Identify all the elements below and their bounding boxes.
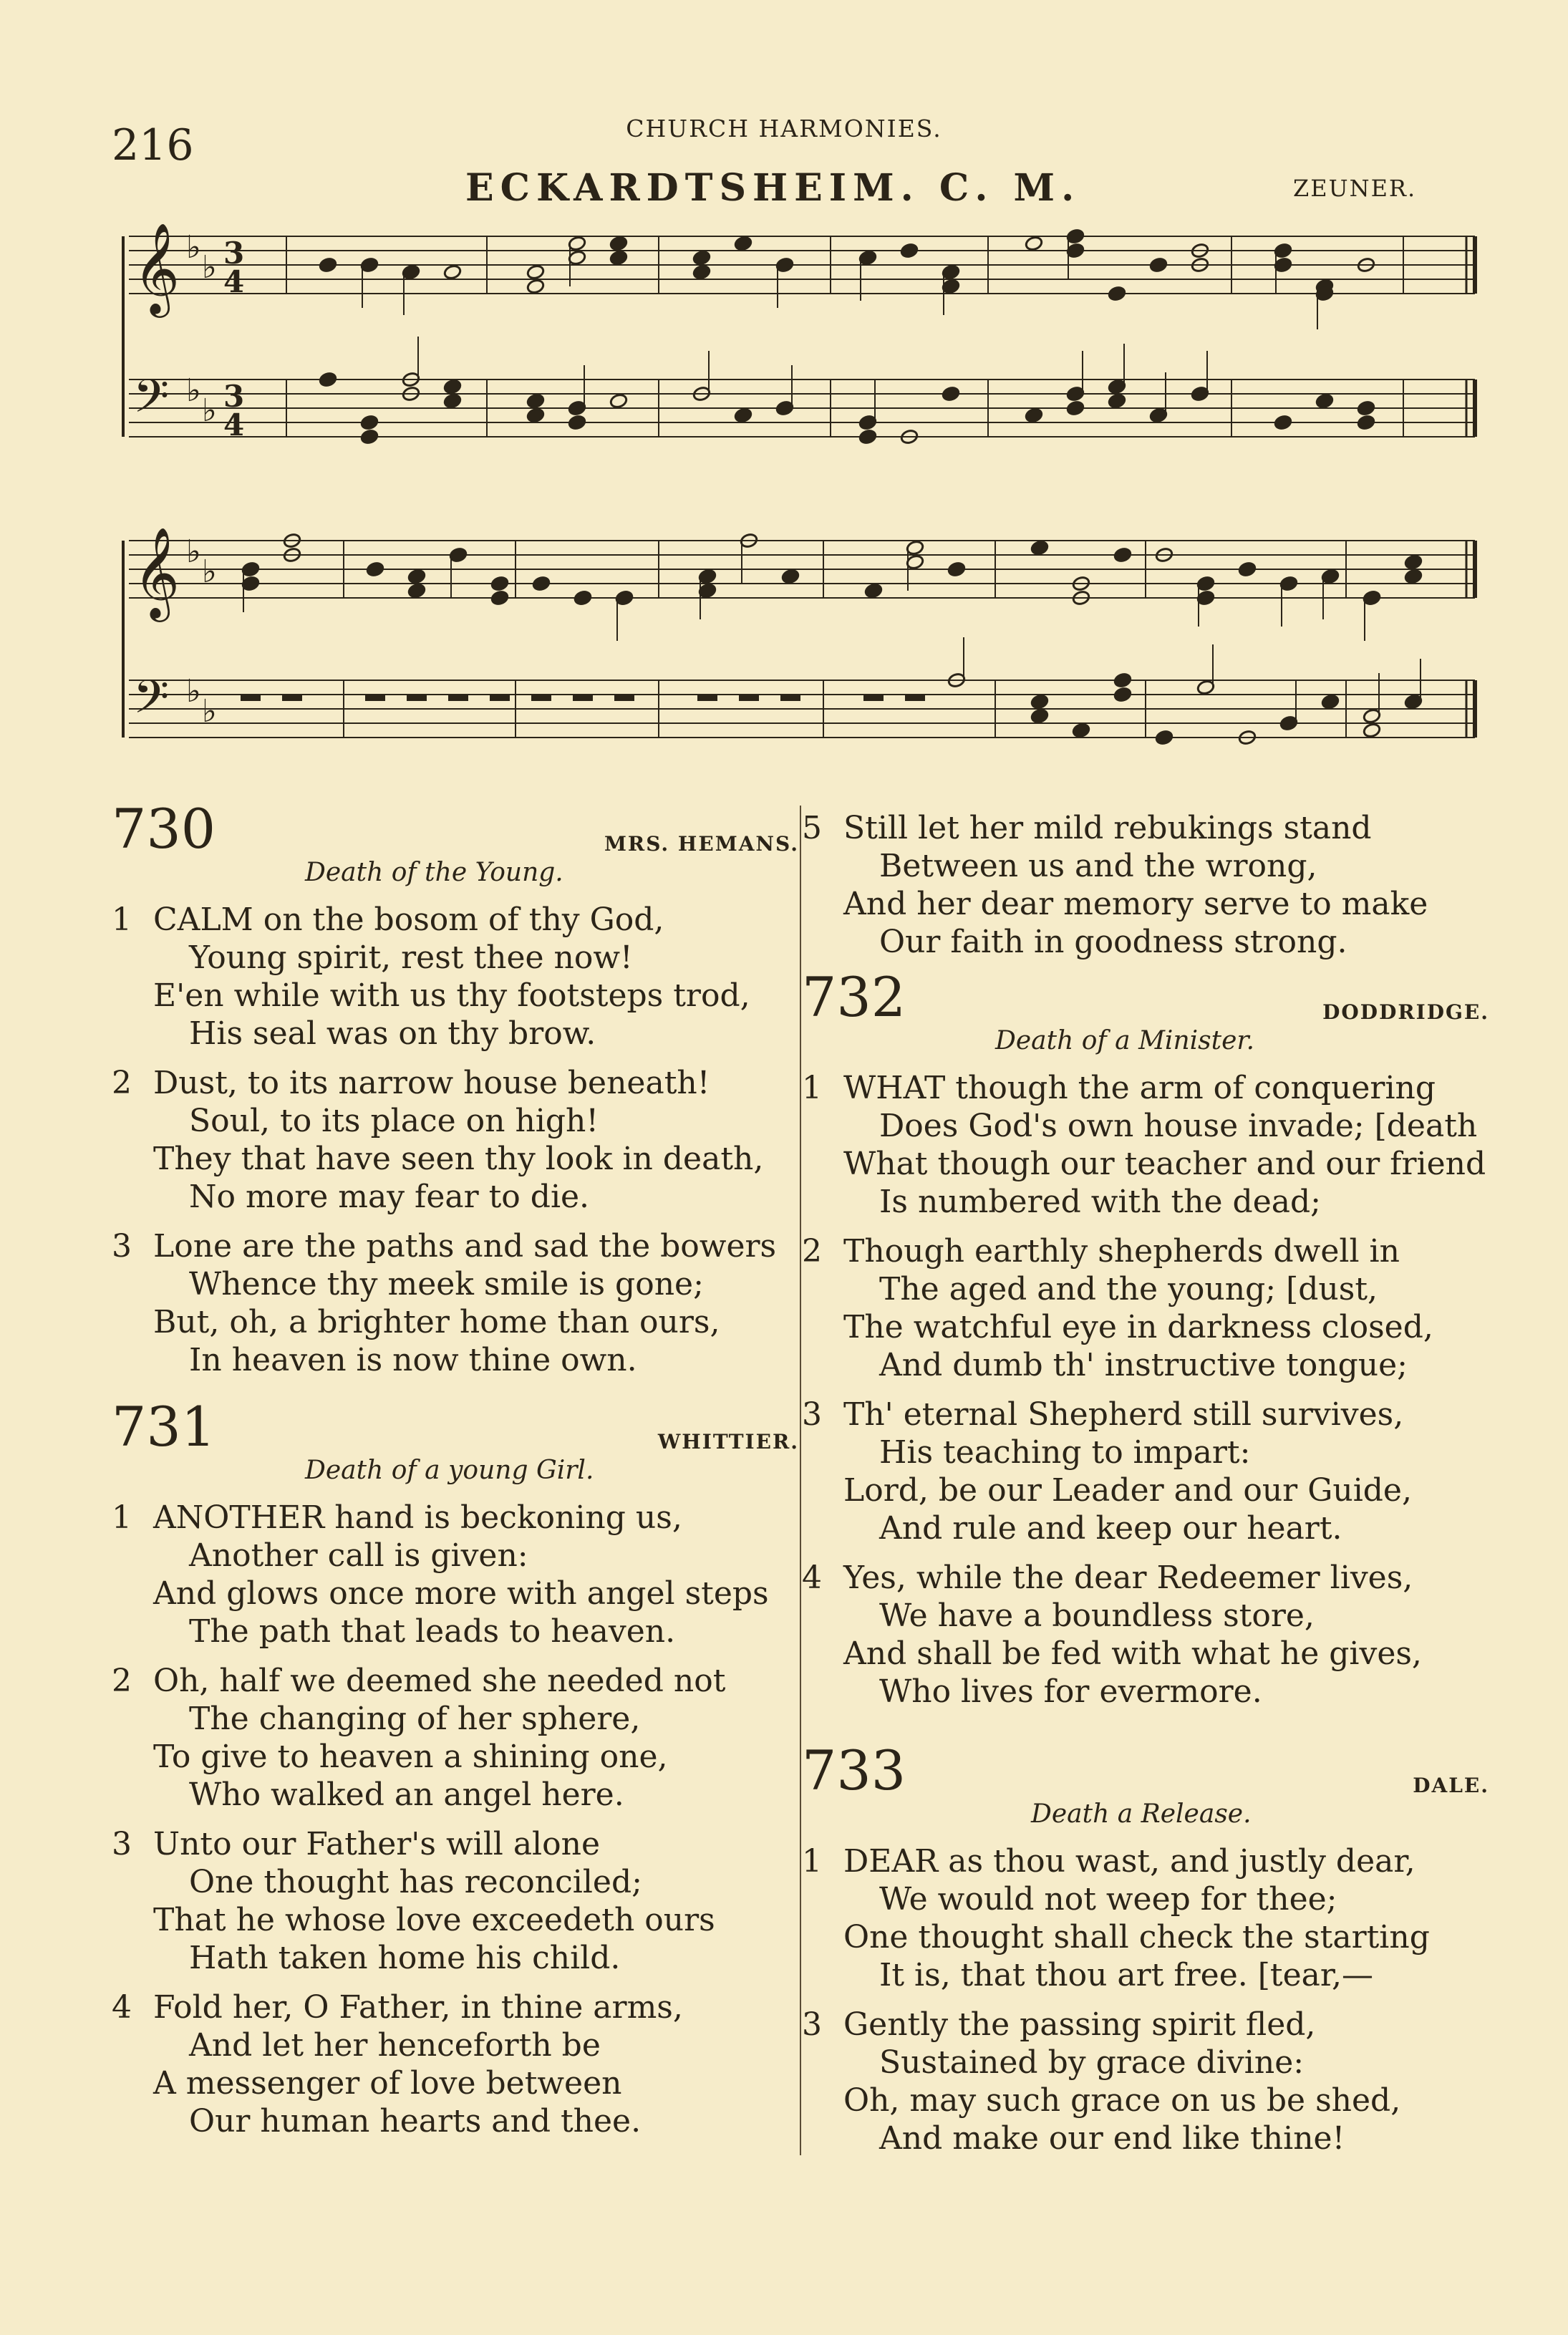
stanza-number: 1 — [112, 901, 132, 938]
verse-text: CALM on the bosom of thy God, — [153, 901, 664, 938]
verse-line: One thought shall check the starting — [843, 1919, 1430, 1955]
hymn-subject: Death of the Young. — [305, 858, 563, 887]
hymn — [802, 1739, 1489, 2157]
verse-line: A messenger of love between — [153, 2065, 622, 2102]
verse-line: The watchful eye in darkness closed, — [843, 1309, 1433, 1345]
verse-text: Th' eternal Shepherd still survives, — [843, 1396, 1404, 1433]
hymn-subject: Death of a young Girl. — [305, 1456, 594, 1485]
verse-text: WHAT though the arm of conquering — [843, 1070, 1436, 1106]
verse-line: Soul, to its place on high! — [189, 1103, 599, 1139]
verse-line: The changing of her sphere, — [189, 1701, 641, 1737]
svg-text:4: 4 — [223, 407, 245, 443]
verse-line: That he whose love exceedeth ours — [153, 1902, 715, 1938]
page-number: 216 — [112, 120, 194, 170]
stanza — [112, 901, 799, 1053]
verse-line: It is, that thou art free. [tear,— — [879, 1957, 1374, 1993]
verse-line: Our human hearts and thee. — [189, 2103, 642, 2140]
verse-text: Gently the passing spirit fled, — [843, 2006, 1316, 2043]
verse-line: And her dear memory serve to make — [843, 886, 1428, 922]
hymn-author: DODDRIDGE. — [1322, 1000, 1489, 1024]
verse-line — [802, 2006, 1489, 2044]
verse-text: Unto our Father's will alone — [153, 1826, 600, 1862]
stanza — [112, 1662, 799, 1814]
verse-text: DEAR as thou wast, and justly dear, — [843, 1843, 1415, 1880]
hymn — [802, 965, 1489, 1711]
stanza — [802, 1069, 1489, 1221]
stanza-number: 2 — [112, 1663, 132, 1699]
hymn-number: 730 — [112, 797, 216, 861]
verse-line: Another call is given: — [189, 1537, 528, 1574]
tune-title: ECKARDTSHEIM. C. M. — [465, 166, 1081, 210]
verse-line: And rule and keep our heart. — [879, 1510, 1342, 1547]
stanza-number: 2 — [802, 1233, 822, 1270]
verse-text: Fold her, O Father, in thine arms, — [153, 1989, 683, 2026]
stanza — [112, 1227, 799, 1379]
svg-text:𝄞: 𝄞 — [133, 526, 180, 618]
verse-line: To give to heaven a shining one, — [153, 1739, 668, 1775]
verse-line — [112, 1825, 799, 1863]
verse-line: Oh, may such grace on us be shed, — [843, 2082, 1401, 2119]
verse-line: Our faith in goodness strong. — [879, 924, 1347, 960]
verse-line: Young spirit, rest thee now! — [189, 939, 633, 976]
stanza-number: 5 — [802, 810, 822, 846]
svg-text:4: 4 — [223, 264, 245, 299]
verse-line: The path that leads to heaven. — [189, 1613, 676, 1650]
verse-line — [112, 1064, 799, 1102]
verse-line: And make our end like thine! — [879, 2120, 1345, 2157]
verse-text: Oh, half we deemed she needed not — [153, 1663, 726, 1699]
stanza-number: 1 — [112, 1499, 132, 1536]
svg-text:♭: ♭ — [186, 673, 201, 710]
verse-line: And shall be fed with what he gives, — [843, 1635, 1422, 1672]
verse-line: But, oh, a brighter home than ours, — [153, 1304, 720, 1340]
stanza — [802, 1842, 1489, 1994]
verse-line: What though our teacher and our friend — [843, 1146, 1486, 1182]
svg-text:♭: ♭ — [202, 693, 217, 730]
stanza — [802, 1232, 1489, 1384]
svg-text:♭: ♭ — [186, 229, 201, 266]
verse-line — [112, 1988, 799, 2026]
hymn-number: 732 — [802, 965, 906, 1029]
verse-line: Is numbered with the dead; — [879, 1184, 1321, 1220]
verse-line — [802, 1396, 1489, 1434]
verse-line — [802, 1232, 1489, 1270]
composer-name: ZEUNER. — [1293, 175, 1417, 202]
hymn — [112, 1395, 799, 2140]
hymn-subject: Death of a Minister. — [995, 1026, 1255, 1055]
verse-line — [802, 1842, 1489, 1880]
verse-line — [802, 809, 1489, 847]
verse-line — [112, 1499, 799, 1537]
verse-line: And let her henceforth be — [189, 2027, 601, 2064]
verse-line: And glows once more with angel steps — [153, 1575, 769, 1612]
verse-line: We have a boundless store, — [879, 1597, 1315, 1634]
verse-text: Yes, while the dear Redeemer lives, — [843, 1560, 1413, 1596]
verse-line — [112, 901, 799, 939]
verse-line: His teaching to impart: — [879, 1434, 1251, 1471]
stanza-number: 4 — [802, 1560, 822, 1596]
verse-text: Lone are the paths and sad the bowers — [153, 1228, 777, 1265]
svg-text:3: 3 — [223, 236, 245, 271]
hymn-author: WHITTIER. — [657, 1430, 799, 1454]
stanza-number: 2 — [112, 1065, 132, 1101]
svg-text:♭: ♭ — [186, 533, 201, 570]
verse-line — [802, 1559, 1489, 1597]
stanza — [802, 1396, 1489, 1547]
verse-text: Though earthly shepherds dwell in — [843, 1233, 1400, 1270]
stanza-number: 1 — [802, 1070, 822, 1106]
stanza — [112, 1988, 799, 2140]
verse-line — [802, 1069, 1489, 1107]
svg-text:♭: ♭ — [202, 392, 217, 429]
svg-text:♭: ♭ — [186, 372, 201, 409]
stanza — [802, 809, 1489, 961]
verse-line — [112, 1662, 799, 1700]
stanza-number: 1 — [802, 1843, 822, 1880]
stanza-number: 3 — [112, 1228, 132, 1265]
verse-line: Between us and the wrong, — [879, 848, 1317, 884]
verse-line: Does God's own house invade; [death — [879, 1108, 1478, 1144]
verse-line: No more may fear to die. — [189, 1179, 590, 1215]
svg-text:♭: ♭ — [202, 553, 217, 590]
stanza — [802, 1559, 1489, 1711]
hymn-number: 733 — [802, 1739, 906, 1802]
verse-line: Sustained by grace divine: — [879, 2044, 1305, 2081]
column-divider — [800, 806, 801, 2155]
verse-line: Whence thy meek smile is gone; — [189, 1266, 704, 1302]
hymn — [802, 809, 1489, 961]
stanza — [112, 1064, 799, 1216]
verse-line: In heaven is now thine own. — [189, 1342, 637, 1378]
svg-text:𝄢: 𝄢 — [133, 671, 170, 735]
hymn-author: DALE. — [1413, 1774, 1489, 1797]
verse-line: Who walked an angel here. — [189, 1776, 624, 1813]
verse-text: Still let her mild rebukings stand — [843, 810, 1372, 846]
verse-text: Dust, to its narrow house beneath! — [153, 1065, 710, 1101]
stanza — [802, 2006, 1489, 2157]
verse-line: And dumb th' instructive tongue; — [879, 1347, 1408, 1383]
stanza — [112, 1499, 799, 1650]
hymn — [112, 797, 799, 1379]
verse-text: ANOTHER hand is beckoning us, — [153, 1499, 682, 1536]
stanza-number: 4 — [112, 1989, 132, 2026]
stanza-number: 3 — [112, 1826, 132, 1862]
verse-line: Lord, be our Leader and our Guide, — [843, 1472, 1412, 1509]
hymn-number: 731 — [112, 1395, 216, 1459]
svg-text:3: 3 — [223, 379, 245, 414]
verse-line: E'en while with us thy footsteps trod, — [153, 977, 750, 1014]
verse-line — [112, 1227, 799, 1265]
stanza-number: 3 — [802, 2006, 822, 2043]
stanza-number: 3 — [802, 1396, 822, 1433]
verse-line: One thought has reconciled; — [189, 1864, 642, 1900]
music-score — [0, 0, 1568, 773]
verse-line: We would not weep for thee; — [879, 1881, 1337, 1918]
hymn-subject: Death a Release. — [1031, 1799, 1252, 1829]
svg-text:𝄢: 𝄢 — [133, 370, 170, 435]
svg-text:𝄞: 𝄞 — [133, 222, 180, 314]
hymn-author: MRS. HEMANS. — [604, 832, 799, 856]
verse-line: They that have seen thy look in death, — [153, 1141, 764, 1177]
verse-line: The aged and the young; [dust, — [879, 1271, 1378, 1307]
stanza — [112, 1825, 799, 1977]
verse-line: Who lives for evermore. — [879, 1673, 1262, 1710]
verse-line: Hath taken home his child. — [189, 1940, 621, 1976]
running-head: CHURCH HARMONIES. — [626, 115, 942, 142]
verse-line: His seal was on thy brow. — [189, 1015, 596, 1052]
svg-text:♭: ♭ — [202, 249, 217, 286]
